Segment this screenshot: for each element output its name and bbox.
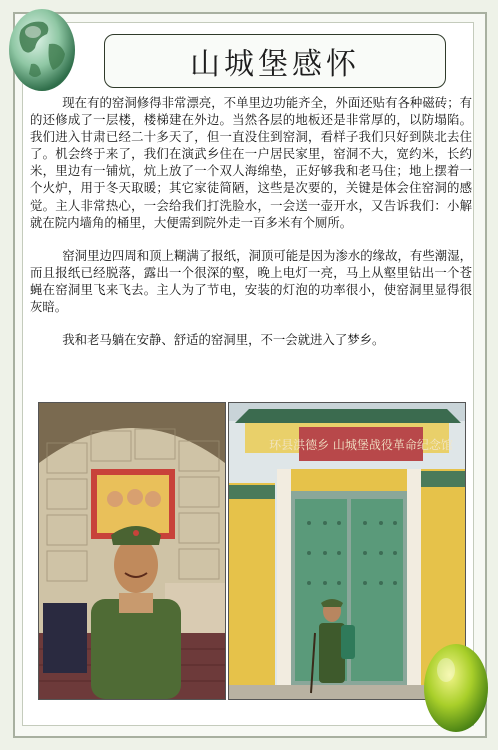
article-body <box>30 94 472 348</box>
paragraph-3: 我和老马躺在安静、舒适的窑洞里，不一会就进入了梦乡。 <box>62 332 385 348</box>
title-box <box>104 34 446 88</box>
paragraph-1: 现在有的窑洞修得非常漂亮，不单里边功能齐全，外面还贴有各种磁砖；有的还修成了一层楼，楼梯建在外边。当然各层的地板还是非常厚的，以防塌陷。我们进入甘肃已经二十多天了，但一直没住到窑洞，看样子我们只好到陕北去住了。机会终于来了，我们在演武乡住在一户居民家里，窑洞不大，宽约米，长约米，里边有一铺炕，炕上放了一个双人海绵垫，正好够我和老马住；地上摆着一个火炉，用于冬天取暖；其它家徒简陋，这些是次要的，关键是体会住窑洞的感觉。主人非常热心，一会给我们打洗脸水，一会送一壶开水，又告诉我们：小解就在院内墙角的桶里，大便需到院外走一百多米有个厕所。 <box>30 95 472 230</box>
globe-icon <box>7 4 77 96</box>
memorial-sign-text: 环县洪德乡 山城堡战役革命纪念馆 <box>269 438 453 452</box>
cave-interior-illustration <box>39 403 225 699</box>
cave-interior-photo <box>38 402 226 700</box>
lime-fruit-icon <box>422 632 490 736</box>
paragraph-2: 窑洞里边四周和顶上糊满了报纸，洞顶可能是因为渗水的缘故，有些潮湿，而且报纸已经脱落，露出一个很深的壑，晚上电灯一亮，马上从壑里钻出一个苍蝇在窑洞里飞来飞去。主人为了节电，安装的灯泡的功率很小，使窑洞里显得很灰暗。 <box>30 247 472 315</box>
page-title: 山城堡感怀 <box>190 47 360 82</box>
